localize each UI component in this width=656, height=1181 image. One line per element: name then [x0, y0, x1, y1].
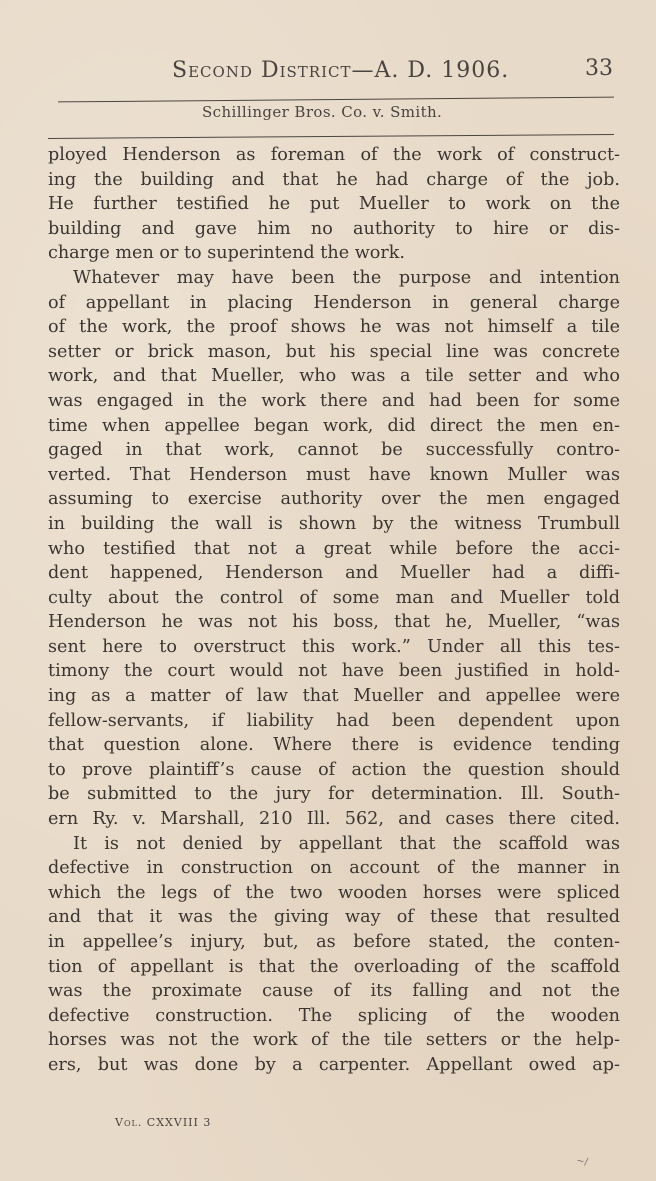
text-line: of appellant in placing Henderson in general charge	[48, 292, 620, 313]
text-line: setter or brick mason, but his special line was concrete	[48, 341, 620, 362]
text-line: assuming to exercise authority over the men engaged	[48, 489, 620, 510]
signature-mark: Vol. CXXVIII 3	[115, 1116, 212, 1129]
text-line: work, and that Mueller, who was a tile setter and who	[48, 366, 620, 387]
text-line: in appellee’s injury, but, as before stated, the conten-	[48, 932, 620, 952]
text-line: that question alone. Where there is evidence tending	[48, 735, 620, 756]
text-line: to prove plaintiff’s cause of action the question should	[48, 759, 620, 780]
running-title: Second District—A. D. 1906.	[172, 58, 510, 83]
header-rule-bottom	[48, 134, 614, 139]
text-line: It is not denied by appellant that the scaffold was	[73, 833, 620, 854]
text-line: charge men or to superintend the work.	[48, 243, 406, 264]
text-line: verted. That Henderson must have known Muller was	[48, 464, 620, 485]
text-line: in building the wall is shown by the witness Trumbull	[48, 513, 620, 534]
text-line: was engaged in the work there and had been for some	[48, 390, 620, 411]
text-line: ployed Henderson as foreman of the work of construct-	[48, 145, 620, 165]
text-line: defective in construction on account of the manner in	[48, 858, 620, 879]
text-line: gaged in that work, cannot be successfully contro-	[48, 440, 620, 461]
text-line: and that it was the giving way of these that resulted	[48, 907, 620, 928]
smudge-mark: ~/	[575, 1155, 589, 1169]
text-line: building and gave him no authority to hire or dis-	[48, 218, 620, 239]
text-line: horses was not the work of the tile setters or the help-	[48, 1030, 620, 1051]
header-rule-top	[58, 97, 614, 103]
text-line: time when appellee began work, did direct the men en-	[48, 415, 620, 436]
text-line: ers, but was done by a carpenter. Appellant owed ap-	[48, 1054, 620, 1075]
text-line: ern Ry. v. Marshall, 210 Ill. 562, and cases there cited.	[48, 809, 620, 830]
text-line: timony the court would not have been justified in hold-	[48, 661, 620, 682]
text-line: be submitted to the jury for determination. Ill. South-	[48, 784, 620, 805]
text-line: which the legs of the two wooden horses were spliced	[48, 882, 620, 903]
text-line: Whatever may have been the purpose and intention	[73, 267, 620, 288]
text-line: defective construction. The splicing of the wooden	[48, 1005, 620, 1026]
text-line: was the proximate cause of its falling and not the	[48, 981, 620, 1002]
text-line: tion of appellant is that the overloading of the scaffold	[48, 956, 620, 977]
text-line: ing as a matter of law that Mueller and appellee were	[48, 686, 620, 707]
text-line: Henderson he was not his boss, that he, Mueller, “was	[48, 612, 620, 633]
page-number: 33	[585, 56, 613, 81]
case-caption: Schillinger Bros. Co. v. Smith.	[202, 103, 443, 121]
text-line: of the work, the proof shows he was not himself a tile	[48, 317, 620, 338]
running-head	[0, 52, 656, 88]
text-line: ing the building and that he had charge of the job.	[48, 169, 620, 190]
text-line: sent here to overstruct this work.” Under all this tes-	[48, 636, 620, 657]
text-line: culty about the control of some man and Mueller told	[48, 587, 620, 608]
text-line: He further testified he put Mueller to work on the	[48, 194, 620, 215]
body-text	[48, 143, 620, 1078]
text-line: who testified that not a great while before the acci-	[48, 538, 620, 559]
text-line: dent happened, Henderson and Mueller had a diffi-	[48, 563, 620, 584]
text-line: fellow-servants, if liability had been dependent upon	[48, 710, 620, 731]
